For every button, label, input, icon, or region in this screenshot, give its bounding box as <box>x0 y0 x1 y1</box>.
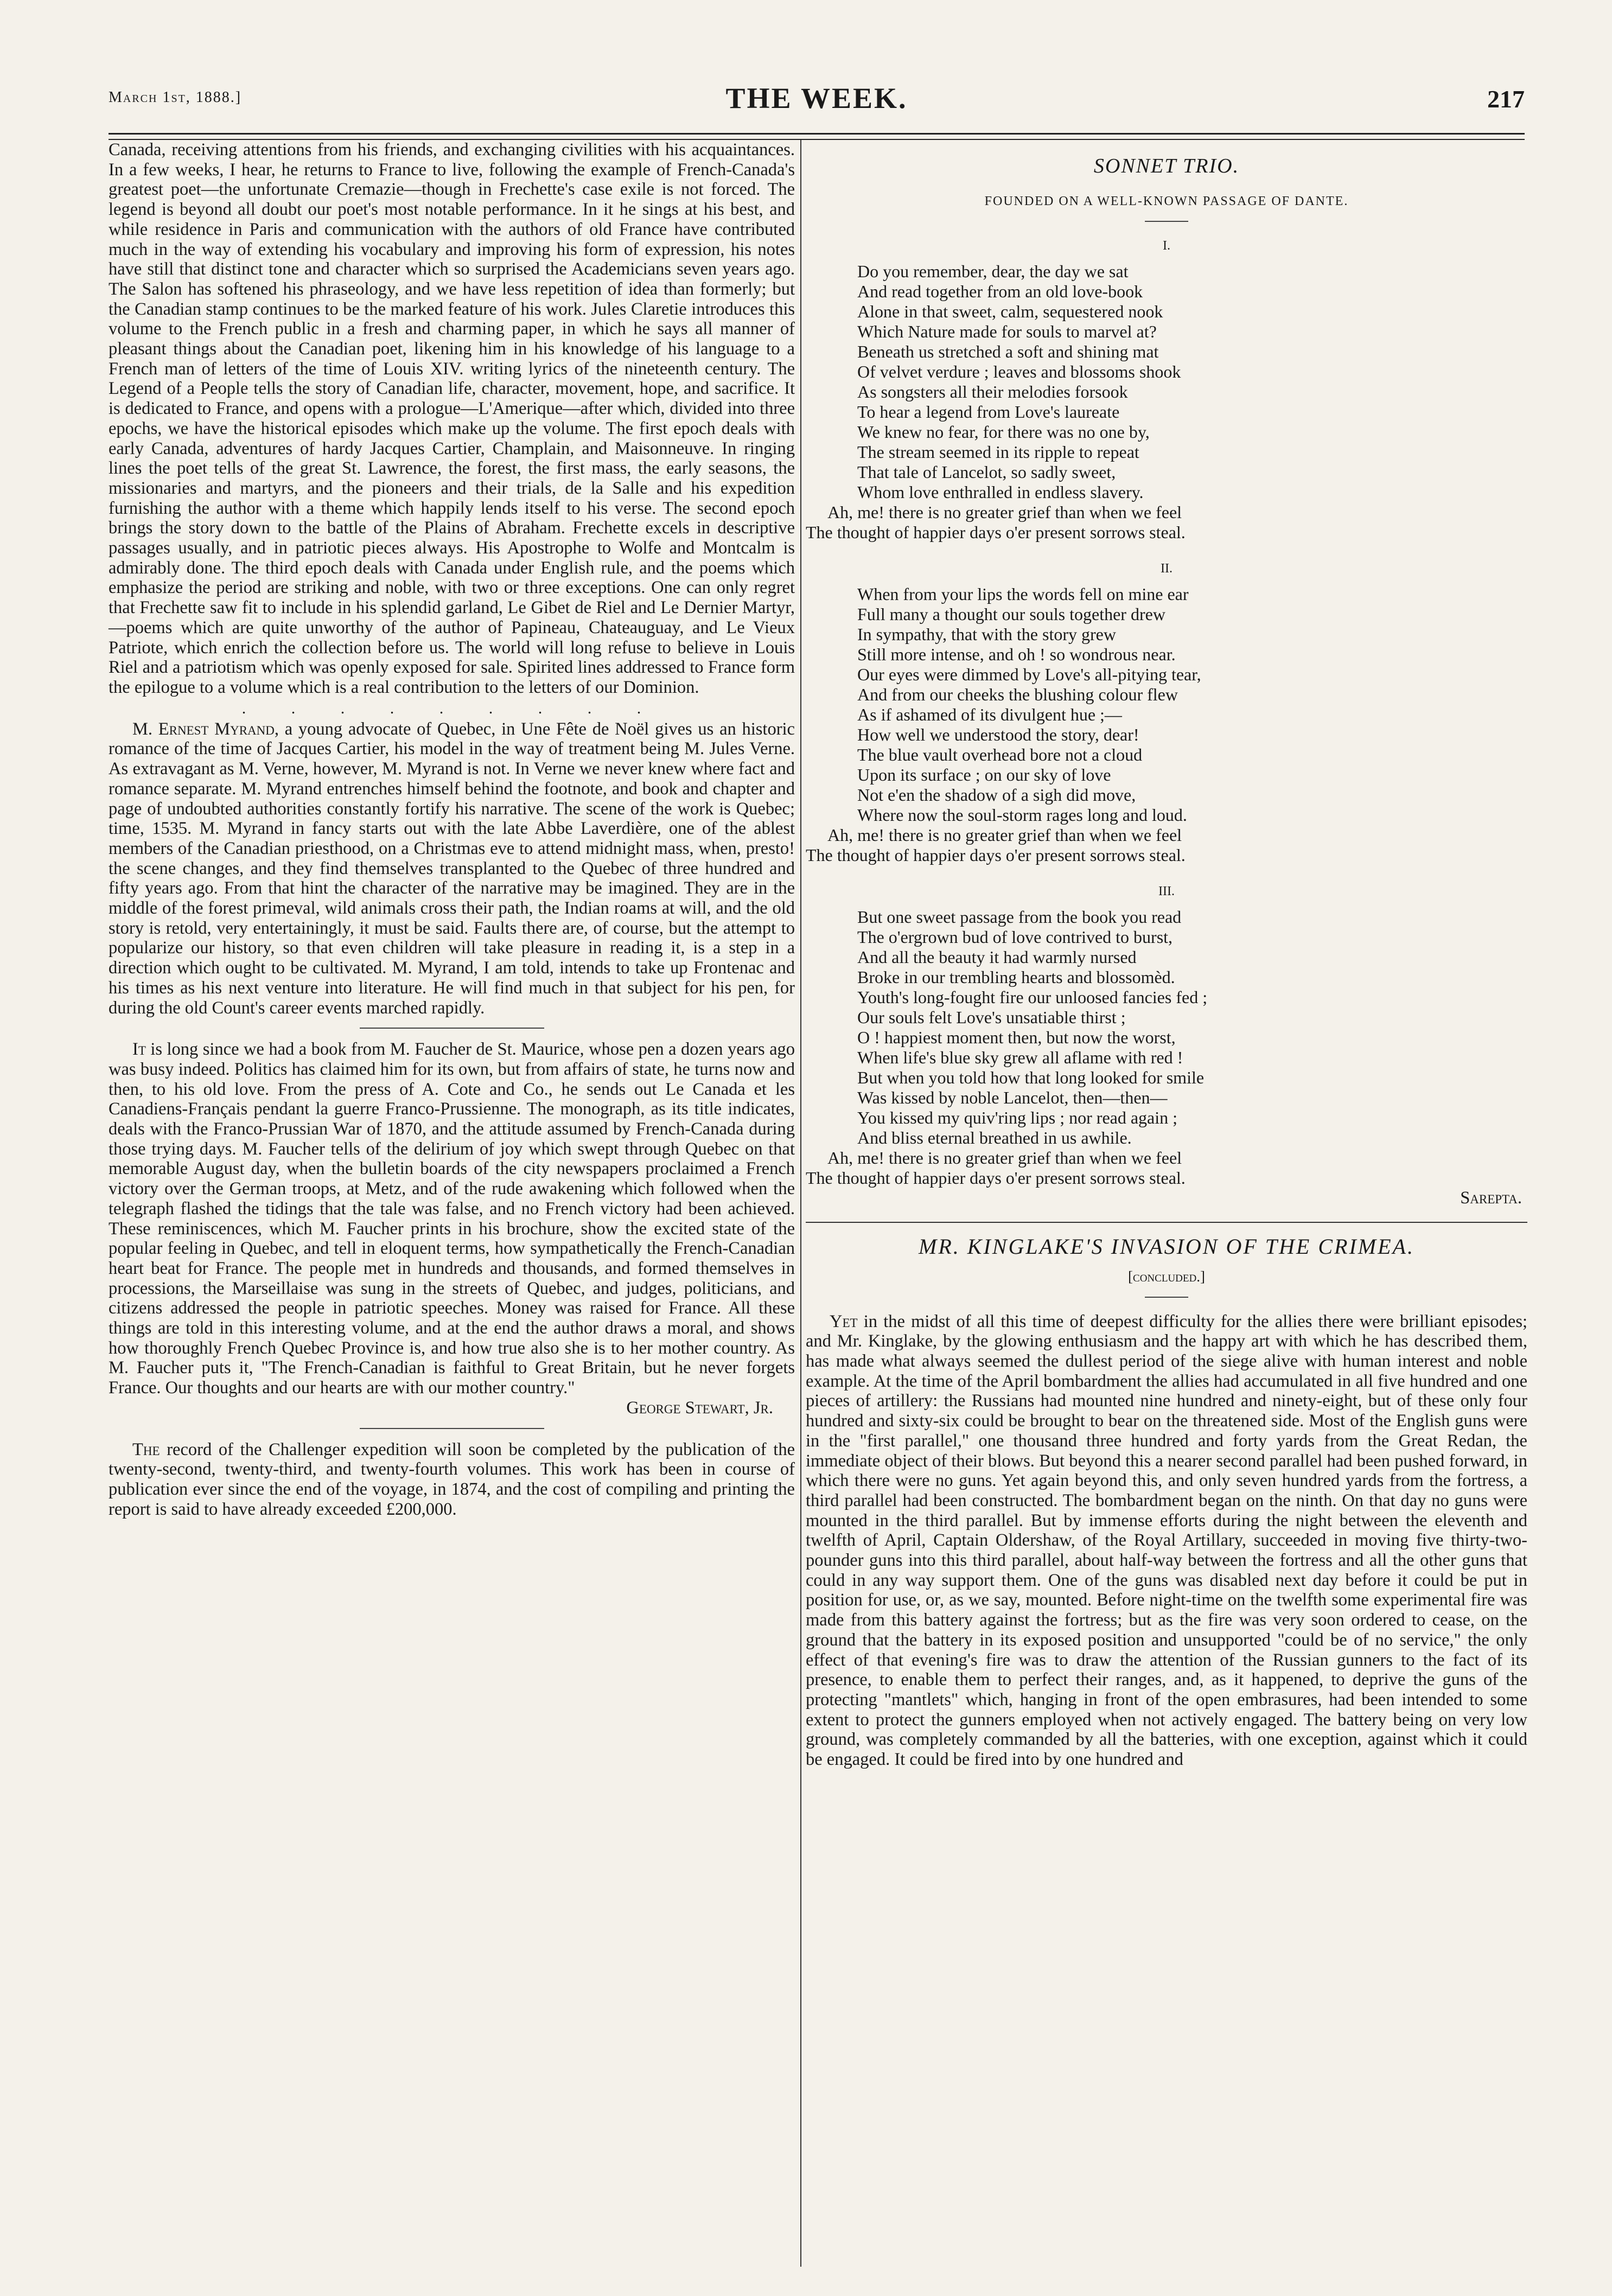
poem-line: Where now the soul-storm rages long and loud. <box>857 805 1187 825</box>
section-divider <box>360 1428 544 1429</box>
stanza-3 <box>806 907 1527 1188</box>
poem-line: The stream seemed in its ripple to repeat <box>857 442 1139 462</box>
poem-line: And bliss eternal breathed in us awhile. <box>857 1127 1132 1147</box>
poem-line: But when you told how that long looked for smile <box>857 1067 1205 1087</box>
refrain-line: Ah, me! there is no greater grief than when we feel <box>827 1147 1182 1168</box>
issue-date: March 1st, 1888.] <box>109 89 242 106</box>
poem-line: But one sweet passage from the book you read <box>857 907 1182 927</box>
poem-line: We knew no fear, for there was no one by, <box>857 422 1150 442</box>
refrain-line: The thought of happier days o'er present sorrows steal. <box>806 845 1186 865</box>
poem-line: The blue vault overhead bore not a cloud <box>857 744 1143 764</box>
stanza-number: II. <box>1161 562 1173 576</box>
poem-line: To hear a legend from Love's laureate <box>857 402 1120 422</box>
section-dots: . . . . . . . . . <box>241 699 662 717</box>
poem-line: Whom love enthralled in endless slavery. <box>857 482 1144 502</box>
masthead <box>109 81 1525 130</box>
refrain-line: Ah, me! there is no greater grief than when we feel <box>827 825 1182 845</box>
title-rule <box>1145 1297 1188 1298</box>
poem-line: Which Nature made for souls to marvel at? <box>857 322 1157 342</box>
poem-title: SONNET TRIO. <box>1093 155 1240 177</box>
paragraph-lead: It <box>132 1039 146 1060</box>
paragraph-challenger <box>109 1440 795 1520</box>
poem-line: That tale of Lancelot, so sadly sweet, <box>857 462 1116 482</box>
publication-title: THE WEEK. <box>725 82 908 114</box>
paragraph-body: in the midst of all this time of deepest difficulty for the allies there were brilliant episodes; and Mr. Kinglake, by the glowing enthusiasm and the happy art with which he has described them, has made what always seemed the dullest period of the siege alive with human interest and noble example. At the time of the April bombardment the allies had accumulated in all five hundred and one pieces of artillery: the Russians had mounted nine hundred and ninety-eight, but of these only four hundred and sixty-six could be brought to bear on the threatened side. Most of the English guns were in the "first parallel," one thousand three hundred and forty yards from the Great Redan, the immediate object of their blows. But beyond this a nearer second parallel had been pushed forward, in which there were no guns. Yet again beyond this, and only seven hundred yards from the fortress, a third parallel had been constructed. The bombardment began on the ninth. On that day no guns were mounted in the third parallel. But by immense efforts during the night between the eleventh and twelfth of April, Captain Oldershaw, of the Royal Artillary, succeeded in moving five thirty-two-pounder guns into this third parallel, about half-way between the fortress and all the other guns that could in any way support them. One of the guns was disabled next day before it could be put in position for use, or, as we say, mounted. Before night-time on the twelfth some experimental fire was made from this battery against the fortress; but as the fire was very soon ordered to cease, on the ground that the battery in its exposed position and unsupported "could be of no service," the only effect of that evening's fire was to draw the attention of the Russian gunners to the fact of its presence, to enable them to perfect their ranges, and, as it happened, to deprive the guns of the protecting "mantlets" which, hanging in front of the open embrasures, had been intended to some extent to protect the gunners employed when not actively engaged. The battery being on very low ground, was completely commanded by all the batteries, with one exception, against which it could be engaged. It could be fired into by one hundred and <box>806 1311 1527 1770</box>
poem-line: Still more intense, and oh ! so wondrous near. <box>857 644 1176 664</box>
section-divider <box>360 1028 544 1029</box>
poem-line: And read together from an old love-book <box>857 282 1143 302</box>
poem-line: You kissed my quiv'ring lips ; nor read again ; <box>857 1107 1178 1127</box>
column-divider <box>800 140 801 2267</box>
poem-signature: Sarepta. <box>1460 1188 1522 1208</box>
poem-line: Our souls felt Love's unsatiable thirst ; <box>857 1007 1126 1027</box>
poem-line: O ! happiest moment then, but now the worst, <box>857 1027 1176 1047</box>
article-paragraph <box>806 1312 1527 1770</box>
poem-line: Full many a thought our souls together drew <box>857 604 1165 624</box>
paragraph-body: , a young advocate of Quebec, in Une Fête de Noël gives us an historic romance of the time of Jacques Cartier, his model in the way of treatment being M. Jules Verne. As extravagant as M. Verne, however, M. Myrand is not. In Verne we never knew where fact and romance separate. M. Myrand entrenches himself behind the footnote, and book and chapter and page of undoubted authorities constantly fortify his narrative. The scene of the work is Quebec; time, 1535. M. Myrand in fancy starts out with the late Abbe Laverdière, one of the ablest members of the Canadian priesthood, on a Christmas eve to attend midnight mass, when, presto! the scene changes, and they find themselves transplanted to the Quebec of three hundred and fifty years ago. From that hint the character of the narrative may be imagined. They are in the middle of the forest primeval, wild animals cross their path, the Indian roams at will, and the old story is retold, very entertainingly, it must be said. Faults there are, of course, but the attempt to popularize our history, so that even children will take pleasure in reading it, is a step in a direction which ought to be cultivated. M. Myrand, I am told, intends to take up Frontenac and his times as his next venture into literature. He will find much in that subject for his pen, for during the old Count's career events marched rapidly. <box>109 719 795 1018</box>
refrain-line: The thought of happier days o'er present sorrows steal. <box>806 522 1186 543</box>
paragraph-body: record of the Challenger expedition will soon be completed by the publication of the twenty-second, twenty-third, and twenty-fourth volumes. This work has been in course of publication ever since the end of the voyage, in 1874, and the cost of compiling and printing the report is said to have already exceeded £200,000. <box>109 1439 795 1519</box>
poem-line: Alone in that sweet, calm, sequestered nook <box>857 302 1163 322</box>
paragraph-faucher <box>109 1039 795 1398</box>
right-column <box>806 140 1527 1770</box>
refrain-line: Ah, me! there is no greater grief than when we feel <box>827 502 1182 522</box>
poem-line: How well we understood the story, dear! <box>857 724 1139 744</box>
poem-line: In sympathy, that with the story grew <box>857 624 1116 644</box>
paragraph-lead: Yet <box>830 1311 858 1331</box>
article-rule <box>806 1222 1527 1223</box>
poem-subtitle: FOUNDED ON A WELL-KNOWN PASSAGE OF DANTE. <box>984 194 1349 208</box>
poem-line: Beneath us stretched a soft and shining mat <box>857 342 1159 362</box>
poem-line: Not e'en the shadow of a sigh did move, <box>857 785 1136 805</box>
poem-line: Of velvet verdure ; leaves and blossoms shook <box>857 362 1181 382</box>
poem-line: Was kissed by noble Lancelot, then—then— <box>857 1087 1168 1107</box>
poem-line: Youth's long-fought fire our unloosed fancies fed ; <box>857 987 1208 1007</box>
poem-line: And all the beauty it had warmly nursed <box>857 947 1137 967</box>
article-title: MR. KINGLAKE'S INVASION OF THE CRIMEA. <box>919 1234 1415 1259</box>
poem-line: When life's blue sky grew all aflame with red ! <box>857 1047 1183 1067</box>
poem-line: And from our cheeks the blushing colour flew <box>857 684 1178 704</box>
poem-line: As if ashamed of its divulgent hue ;— <box>857 704 1122 724</box>
poem-line: When from your lips the words fell on mine ear <box>857 584 1189 604</box>
left-column <box>109 140 795 1519</box>
poem-line: Broke in our trembling hearts and blossomèd. <box>857 967 1175 987</box>
poem-line: The o'ergrown bud of love contrived to burst, <box>857 927 1173 947</box>
paragraph-lead: M. Ernest Myrand <box>132 719 275 739</box>
article-subtitle: [concluded.] <box>1128 1268 1205 1285</box>
paragraph-frechette: Canada, receiving attentions from his friends, and exchanging civilities with his acquaintances. In a few weeks, I hear, he returns to France to live, following the example of French-Canada's greatest poet—the unfortunate Cremazie—though in Frechette's case exile is not forced. The legend is beyond all doubt our poet's most notable performance. In it he sings at his best, and while residence in Paris and communication with the authors of old France have contributed much in the way of extending his vocabulary and improving his form of expression, his notes have still that distinct tone and character which so surprised the Academicians seven years ago. The Salon has softened his phraseology, and we have less repetition of idea than formerly; but the Canadian stamp continues to be the marked feature of his work. Jules Claretie introduces this volume to the French public in a fresh and charming paper, in which he says all manner of pleasant things about the Canadian poet, likening him in his knowledge of his language to a French man of letters of the time of Louis XIV. writing lyrics of the nineteenth century. The Legend of a People tells the story of Canadian life, character, movement, hope, and sacrifice. It is dedicated to France, and opens with a prologue—L'Amerique—after which, divided into three epochs, we have the historical episodes which make up the volume. The first epoch deals with early Canada, adventures of hardy Jacques Cartier, Champlain, and Maisonneuve. In ringing lines the poet tells of the great St. Lawrence, the forest, the first mass, the early seasons, the missionaries and martyrs, and the pioneers and their trials, de la Salle and his expedition furnishing the author with a theme which happily lends itself to his verse. The second epoch brings the story down to the battle of the Plains of Abraham. Frechette excels in descriptive passages usually, and in patriotic pieces always. His Apostrophe to Wolfe and Montcalm is admirably done. The third epoch deals with Canada under English rule, and the poems which emphasize the period are striking and noble, with two or three exceptions. One can only regret that Frechette saw fit to include in his splendid garland, Le Gibet de Riel and Le Dernier Martyr,—poems which are quite unworthy of the author of Papineau, Chateauguay, and Le Vieux Patriote, which enrich the collection before us. The world will long refuse to believe in Louis Riel and a patriotism which was openly exposed for sale. Spirited lines addressed to France form the epilogue to a volume which is a real contribution to the letters of our Dominion. <box>109 140 795 697</box>
author-signature: George Stewart, Jr. <box>626 1398 773 1418</box>
poem-line: Do you remember, dear, the day we sat <box>857 262 1129 282</box>
paragraph-body: is long since we had a book from M. Faucher de St. Maurice, whose pen a dozen years ago was busy indeed. Politics has claimed him for its own, but from affairs of state, he turns now and then, to his old love. From the press of A. Cote and Co., he sends out Le Canada et les Canadiens-Français pendant la guerre Franco-Prussienne. The monograph, as its title indicates, deals with the Franco-Prussian War of 1870, and the attitude assumed by French-Canada during those trying days. M. Faucher tells of the delirium of joy which swept through Quebec on that memorable August day, when the bulletin boards of the city newspapers proclaimed a French victory over the German troops, at Metz, and of the rude awakening which followed when the telegraph flashed the tidings that the tale was false, and no French victory had been achieved. These reminiscences, which M. Faucher prints in his brochure, show the excited state of the popular feeling in Quebec, and tell in eloquent terms, how sympathetically the French-Canadian heart beat for France. The people met in hundreds and thousands, and formed themselves in processions, the Marseillaise was sung in the streets of Quebec, and judges, politicians, and citizens addressed the people in patriotic speeches. Money was raised for France. All these things are told in this interesting volume, and at the end the author draws a moral, and shows how thoroughly French Quebec Province is, and how true also she is to her mother country. As M. Faucher puts it, "The French-Canadian is faithful to Great Britain, but he never forgets France. Our thoughts and our hearts are with our mother country." <box>109 1039 795 1398</box>
page-number: 217 <box>1487 85 1525 113</box>
header-rule <box>109 133 1525 140</box>
stanza-number: III. <box>1158 884 1175 898</box>
poem-line: As songsters all their melodies forsook <box>857 382 1128 402</box>
stanza-2 <box>806 584 1527 865</box>
paragraph-myrand <box>109 719 795 1018</box>
stanza-number: I. <box>1163 239 1170 253</box>
title-rule <box>1145 221 1188 222</box>
stanza-1 <box>806 262 1527 543</box>
refrain-line: The thought of happier days o'er present sorrows steal. <box>806 1168 1186 1188</box>
poem-line: Our eyes were dimmed by Love's all-pitying tear, <box>857 664 1201 684</box>
paragraph-lead: The <box>132 1439 160 1459</box>
poem-line: Upon its surface ; on our sky of love <box>857 764 1111 785</box>
